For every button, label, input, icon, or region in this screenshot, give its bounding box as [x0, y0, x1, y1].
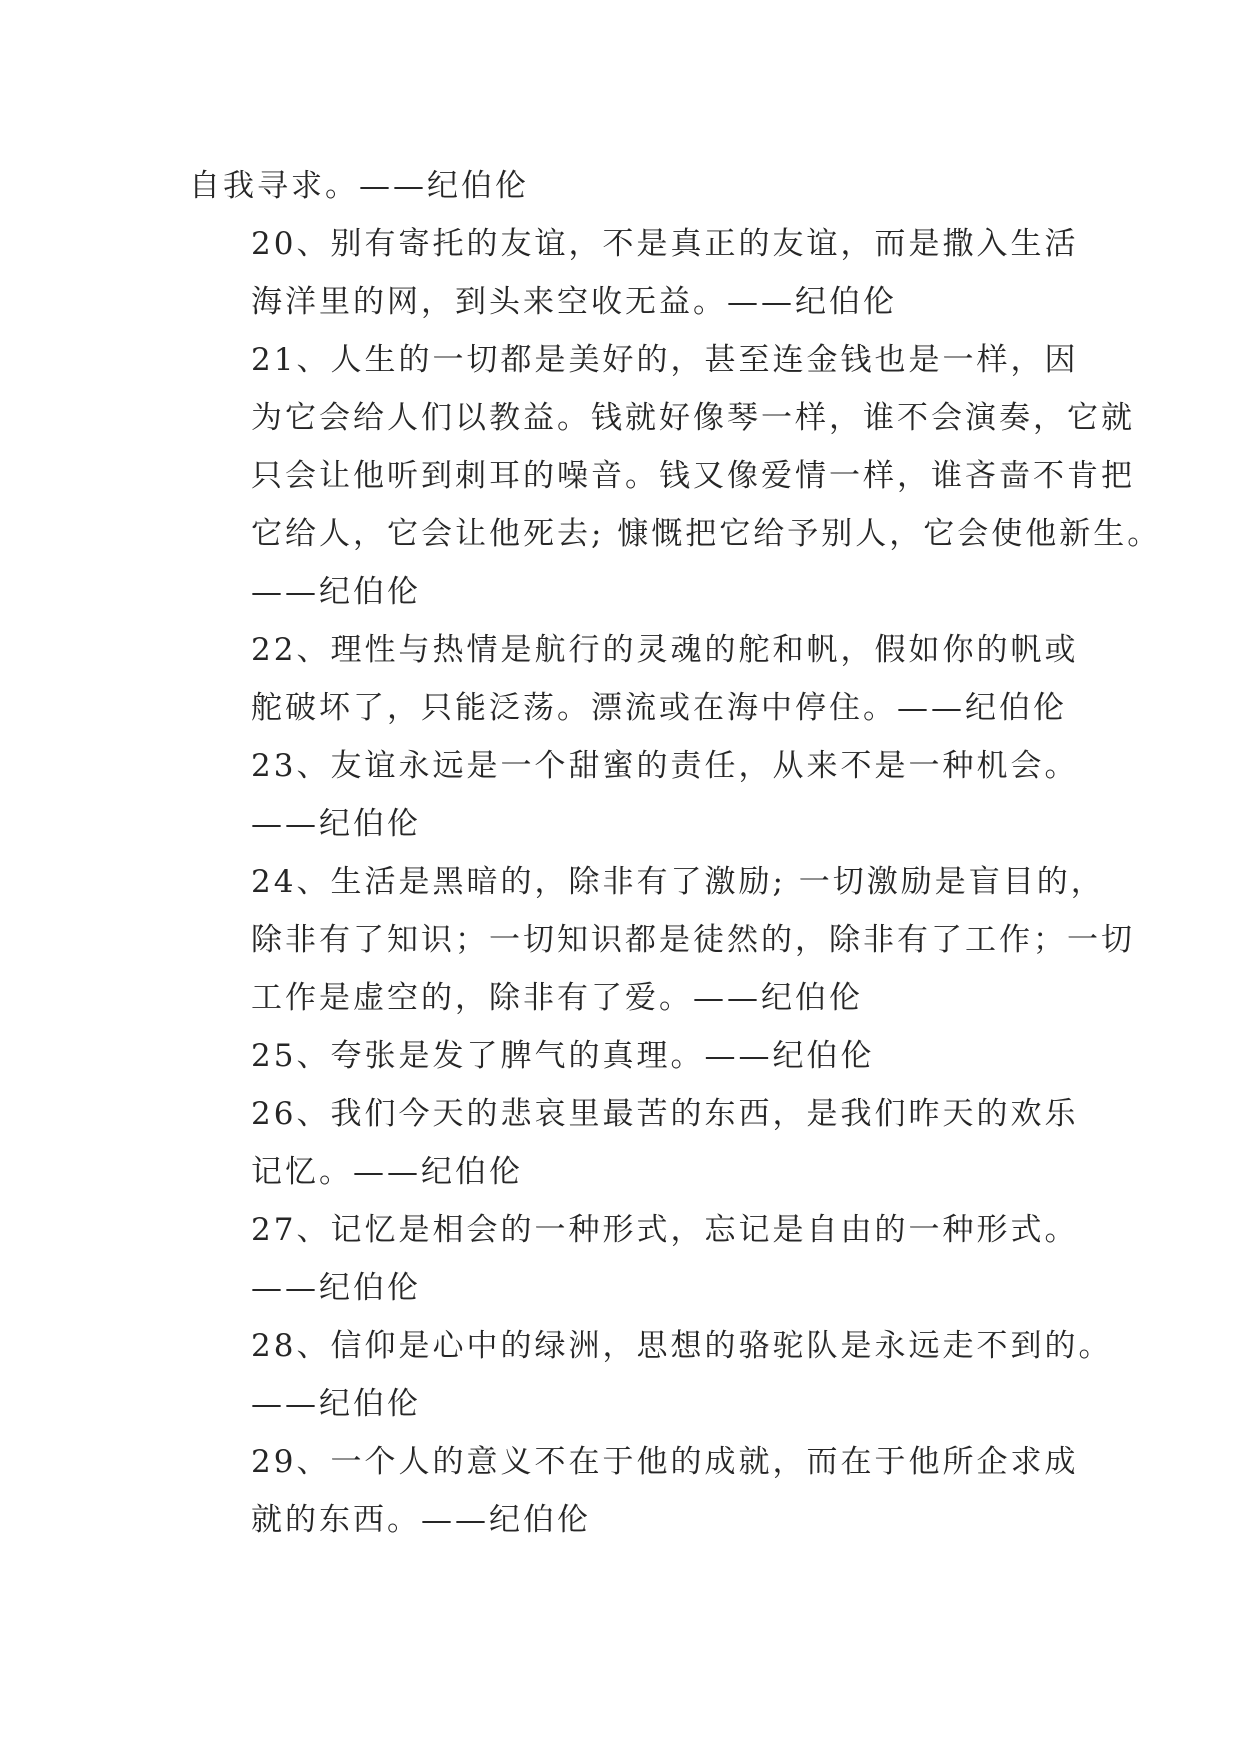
text-line: 为它会给人们以教益。钱就好像琴一样，谁不会演奏，它就 [251, 400, 1135, 436]
text-line: ——纪伯伦 [251, 1386, 421, 1422]
quote-continuation [189, 157, 1089, 215]
document-body [189, 157, 1162, 1549]
text-line: 舵破坏了，只能泛荡。漂流或在海中停住。——纪伯伦 [251, 690, 1067, 726]
text-line: 23、友谊永远是一个甜蜜的责任，从来不是一种机会。 [251, 748, 1079, 784]
text-line: 21、人生的一切都是美好的，甚至连金钱也是一样，因 [251, 342, 1079, 378]
quote-paragraph [189, 737, 1089, 853]
text-line: 只会让他听到刺耳的噪音。钱又像爱情一样，谁吝啬不肯把 [251, 458, 1135, 494]
text-line: 海洋里的网，到头来空收无益。——纪伯伦 [251, 284, 897, 320]
text-line: 22、理性与热情是航行的灵魂的舵和帆，假如你的帆或 [251, 632, 1079, 668]
quote-paragraph [189, 1085, 1089, 1201]
quote-paragraph [189, 215, 1089, 331]
text-line: ——纪伯伦 [251, 1270, 421, 1306]
text-line: 28、信仰是心中的绿洲，思想的骆驼队是永远走不到的。 [251, 1328, 1113, 1364]
text-line: 20、别有寄托的友谊，不是真正的友谊，而是撒入生活 [251, 226, 1079, 262]
text-line: 24、生活是黑暗的，除非有了激励; 一切激励是盲目的， [251, 864, 1105, 900]
quote-paragraph [189, 1317, 1113, 1433]
text-line: 26、我们今天的悲哀里最苦的东西，是我们昨天的欢乐 [251, 1096, 1079, 1132]
text-line: 记忆。——纪伯伦 [251, 1154, 523, 1190]
quote-paragraph [189, 1201, 1089, 1317]
quote-paragraph [189, 621, 1089, 737]
quote-paragraph [189, 1433, 1089, 1549]
text-line: 自我寻求。——纪伯伦 [189, 168, 529, 204]
quote-paragraph [189, 853, 1135, 1027]
text-line: 27、记忆是相会的一种形式，忘记是自由的一种形式。 [251, 1212, 1079, 1248]
text-line: ——纪伯伦 [251, 806, 421, 842]
text-line: 它给人，它会让他死去; 慷慨把它给予别人，它会使他新生。 [251, 516, 1162, 552]
quote-paragraph [189, 331, 1162, 621]
quote-paragraph [189, 1027, 1089, 1085]
text-line: 25、夸张是发了脾气的真理。——纪伯伦 [251, 1038, 875, 1074]
text-line: 29、一个人的意义不在于他的成就，而在于他所企求成 [251, 1444, 1079, 1480]
text-line: 就的东西。——纪伯伦 [251, 1502, 591, 1538]
text-line: ——纪伯伦 [251, 574, 421, 610]
text-line: 除非有了知识；一切知识都是徒然的，除非有了工作；一切 [251, 922, 1135, 958]
text-line: 工作是虚空的，除非有了爱。——纪伯伦 [251, 980, 863, 1016]
